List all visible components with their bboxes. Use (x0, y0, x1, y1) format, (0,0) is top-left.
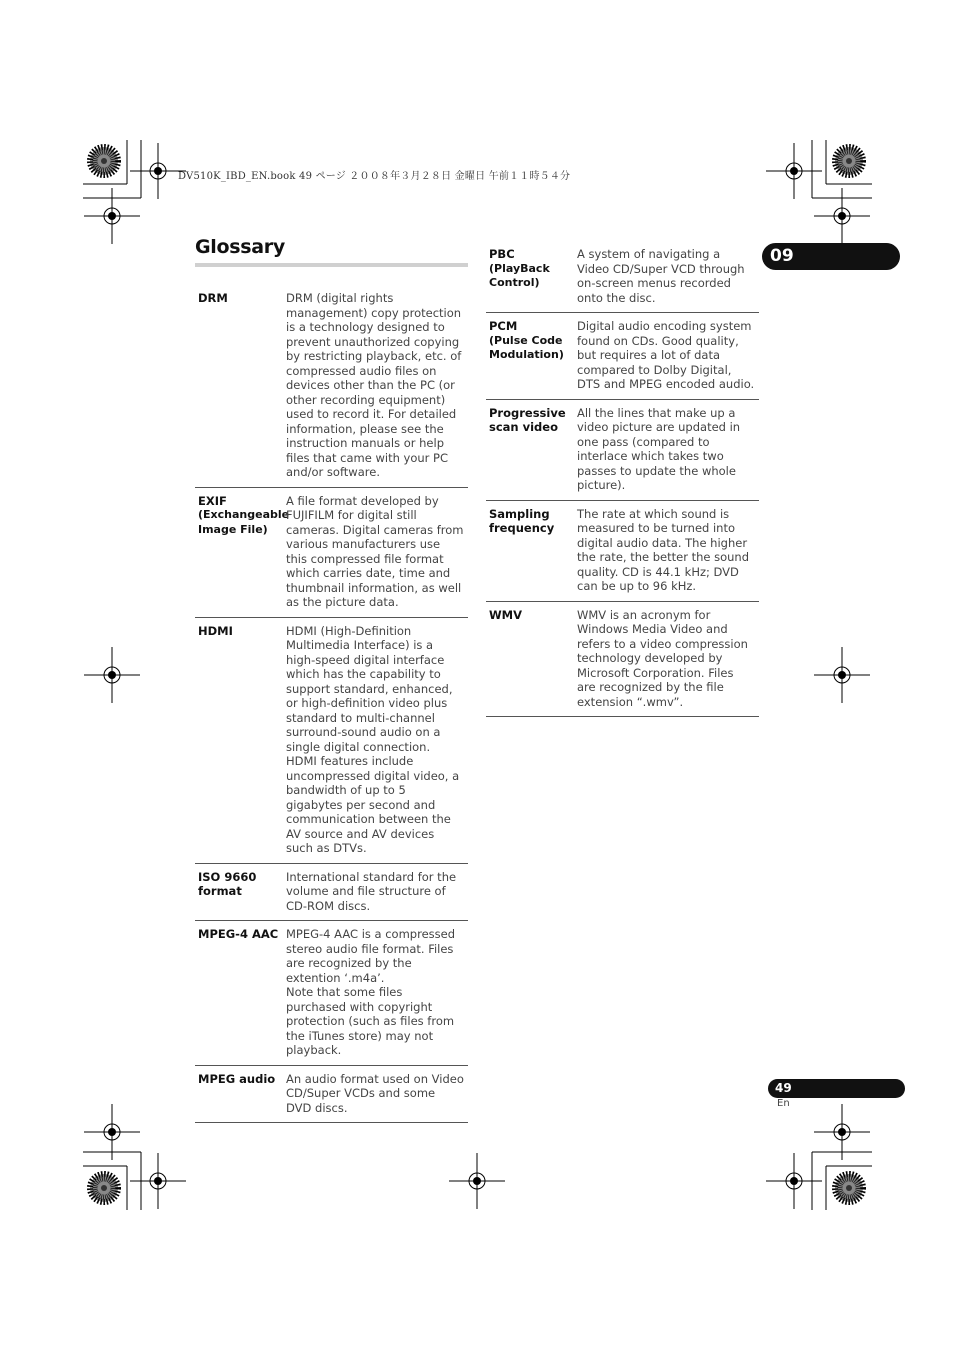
glossary-term (195, 870, 286, 914)
glossary-definition: International standard for the volume and file structure of CD-ROM discs. (286, 869, 457, 913)
glossary-entry (486, 247, 759, 313)
glossary-entry (195, 864, 468, 922)
term-label: EXIF (198, 493, 227, 508)
glossary-term (486, 608, 577, 710)
term-label: Progressive scan video (489, 405, 566, 434)
glossary-entry (486, 602, 759, 718)
glossary-definition: A system of navigating a Video CD/Super VCD through on-screen menus recorded onto the disc. (577, 247, 745, 305)
glossary-term (195, 493, 290, 610)
term-expansion: (PlayBack Control) (489, 261, 550, 289)
title-underline (195, 263, 468, 267)
registration-mark-icon (814, 188, 870, 244)
glossary-term (195, 927, 286, 1058)
term-expansion: (Pulse Code Modulation) (489, 333, 564, 361)
chapter-number: 09 (770, 246, 794, 266)
glossary-definition: DRM (digital rights management) copy protection is a technology designed to prevent unauthorized copying by restricting playback, etc. of compressed audio files on devices other than the PC (or other recording equipment) used to record it. For detailed information, please see the instruction manuals or help files that came with your PC and/or software. (286, 291, 462, 479)
registration-star-icon (835, 147, 863, 175)
glossary-term (486, 406, 577, 493)
glossary-definition: Digital audio encoding system found on CDs. Good quality, but requires a lot of data compared to Dolby Digital, DTS and MPEG encoded audio. (577, 319, 755, 391)
glossary-entry (486, 501, 759, 602)
glossary-definition: MPEG-4 AAC is a compressed stereo audio file format. Files are recognized by the extention ‘.m4a’. Note that some files purchased with copyright protection (such as files from the iTunes store) may not playback. (286, 927, 456, 1057)
term-label: DRM (198, 291, 228, 305)
term-label: PBC (489, 247, 515, 261)
glossary-entry (195, 1066, 468, 1124)
term-label: PCM (489, 319, 518, 333)
term-label: MPEG-4 AAC (198, 927, 279, 941)
registration-mark-icon (814, 647, 870, 703)
term-label: WMV (489, 607, 523, 622)
registration-star-icon (90, 1174, 118, 1202)
glossary-right-column (486, 247, 759, 717)
registration-mark-icon (766, 143, 822, 199)
registration-mark-icon (449, 1153, 505, 1209)
glossary-term (195, 291, 286, 480)
registration-star-icon (90, 147, 118, 175)
glossary-definition: WMV is an acronym for Windows Media Video and refers to a video compression technology developed by Microsoft Corporation. Files are recognized by the file extension “.wmv”. (577, 607, 748, 709)
term-expansion: (Exchangeable Image File) (198, 508, 290, 536)
page-title: Glossary (195, 236, 285, 258)
term-label: HDMI (198, 623, 233, 638)
glossary-entry (195, 618, 468, 864)
registration-mark-icon (130, 1153, 186, 1209)
registration-star-icon (835, 1174, 863, 1202)
glossary-definition: An audio format used on Video CD/Super VCDs and some DVD discs. (286, 1071, 464, 1115)
glossary-entry (486, 313, 759, 400)
registration-mark-icon (766, 1153, 822, 1209)
term-label: MPEG audio (198, 1071, 276, 1086)
glossary-left-column (195, 291, 468, 1123)
print-header-line: DV510K_IBD_EN.book 49 ページ ２００８年３月２８日 金曜日 午前１１時５４分 (178, 171, 571, 182)
registration-mark-icon (84, 188, 140, 244)
glossary-definition: All the lines that make up a video picture are updated in one pass (compared to interlace which takes two passes to update the whole picture). (577, 405, 741, 492)
glossary-term (486, 319, 577, 392)
page-number-tab (768, 1079, 905, 1098)
glossary-entry (195, 291, 468, 488)
glossary-definition: HDMI (High-Definition Multimedia Interface) is a high-speed digital interface which has the capability to support standard, enhanced, or high-definition video plus standard to multi-channel surround-sound audio on a single digital connection. HDMI features include uncompressed digital video, a bandwidth of up to 5 gigabytes per second and communication between the AV source and AV devices such as DTVs. (286, 623, 460, 855)
glossary-entry (486, 400, 759, 501)
glossary-definition: The rate at which sound is measured to be turned into digital audio data. The higher the rate, the better the sound quality. CD is 44.1 kHz; DVD can be up to 96 kHz. (577, 506, 750, 593)
page-number: 49 (775, 1081, 792, 1095)
glossary-term (486, 247, 577, 305)
registration-mark-icon (84, 647, 140, 703)
language-label: En (777, 1098, 790, 1109)
term-label: ISO 9660 format (198, 869, 257, 898)
glossary-term (195, 624, 286, 856)
glossary-term (195, 1072, 286, 1116)
glossary-term (486, 507, 577, 594)
glossary-entry (195, 921, 468, 1066)
chapter-tab (762, 243, 900, 270)
glossary-definition: A file format developed by FUJIFILM for digital still cameras. Digital cameras from various manufacturers use this compressed file format which carries date, time and thumbnail information, as well as the picture data. (286, 493, 464, 609)
glossary-entry (195, 488, 468, 618)
term-label: Sampling frequency (489, 506, 555, 535)
